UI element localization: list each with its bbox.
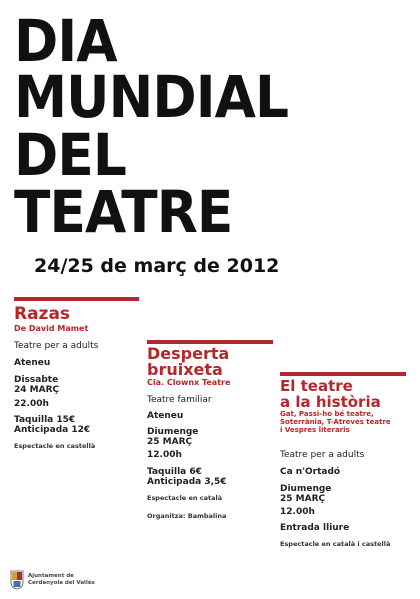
event-title: Razas <box>14 304 71 324</box>
event-subtitle-line-1: Gat, Passi-ho bé teatre, <box>280 410 374 418</box>
event-title-line-1: El teatre <box>280 377 353 395</box>
institution-line-1: Ajuntament de <box>28 573 74 579</box>
event-day: Dissabte <box>14 375 59 385</box>
event-price-advance: Anticipada 3,5€ <box>147 477 227 487</box>
event-title-line-2: bruixeta <box>147 360 223 379</box>
institution-line-2: Cerdanyola del Vallès <box>28 580 95 586</box>
title-line-3: DEL <box>14 121 126 189</box>
title-line-4: TEATRE <box>14 178 233 246</box>
event-time: 12.00h <box>280 507 315 517</box>
event-card-el-teatre-a-la-historia <box>280 372 406 552</box>
event-price-box-office: Taquilla 15€ <box>14 415 76 425</box>
event-subtitle: De David Mamet <box>14 324 89 333</box>
event-day: Diumenge <box>280 484 332 494</box>
event-language-note: Espectacle en català i castellà <box>280 540 391 548</box>
event-language-note: Espectacle en català <box>147 494 223 502</box>
title-line-2: MUNDIAL <box>14 63 289 131</box>
shield-icon <box>10 570 24 590</box>
event-title-line-1: Desperta <box>147 344 230 363</box>
event-card-desperta-bruixeta <box>147 340 273 525</box>
event-subtitle: Cia. Clownx Teatre <box>147 378 231 387</box>
event-day: Diumenge <box>147 427 199 437</box>
event-subtitle-line-3: i Vespres literaris <box>280 426 350 434</box>
event-date: 24 MARÇ <box>14 385 60 395</box>
title-line-1: DIA <box>14 7 117 75</box>
event-audience: Teatre per a adults <box>14 341 99 351</box>
institution-name <box>28 573 95 587</box>
event-organizer: Organitza: Bambalina <box>147 512 227 520</box>
event-price-box-office: Taquilla 6€ <box>147 467 202 477</box>
accent-bar <box>14 297 139 301</box>
event-time: 22.00h <box>14 399 49 409</box>
event-title-line-2: a la història <box>280 393 381 411</box>
event-date: 25 MARÇ <box>280 494 326 504</box>
event-venue: Ca n'Ortadó <box>280 467 341 477</box>
event-audience: Teatre per a adults <box>280 450 365 460</box>
event-entry: Entrada lliure <box>280 523 350 533</box>
event-audience: Teatre familiar <box>147 395 212 405</box>
event-date: 25 MARÇ <box>147 437 193 447</box>
accent-bar <box>280 372 406 376</box>
event-venue: Ateneu <box>147 411 184 421</box>
event-language-note: Espectacle en castellà <box>14 442 96 450</box>
event-venue: Ateneu <box>14 358 51 368</box>
event-card-razas <box>14 297 139 457</box>
event-subtitle-line-2: Soterrània, T-Atreves teatre <box>280 418 391 426</box>
event-price-advance: Anticipada 12€ <box>14 425 91 435</box>
event-date-range: 24/25 de març de 2012 <box>34 255 280 277</box>
event-time: 12.00h <box>147 450 182 460</box>
